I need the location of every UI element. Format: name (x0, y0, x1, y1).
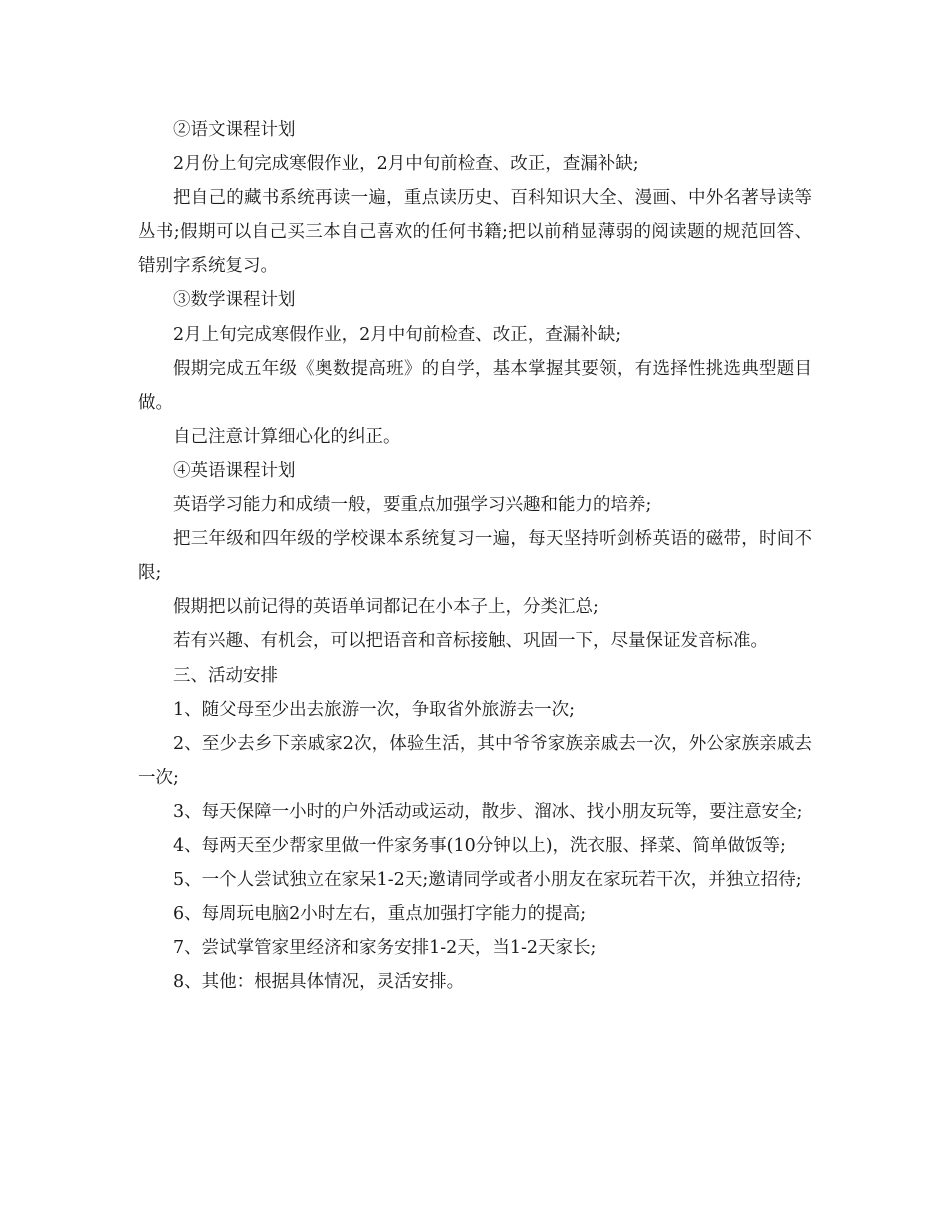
list-item: 7、尝试掌管家里经济和家务安排1-2天，当1-2天家长; (173, 938, 597, 959)
list-item: 2、至少去乡下亲戚家2次，体验生活，其中爷爷家族亲戚去一次，外公家族亲戚去一次; (138, 733, 812, 788)
section-heading-chinese-plan: ②语文课程计划 (173, 120, 296, 140)
paragraph: 若有兴趣、有机会，可以把语音和音标接触、巩固一下，尽量保证发音标准。 (173, 631, 768, 652)
section-heading-math-plan: ③数学课程计划 (173, 290, 296, 311)
list-item: 5、一个人尝试独立在家呆1-2天;邀请同学或者小朋友在家玩若干次，并独立招待; (173, 870, 802, 891)
paragraph: 假期把以前记得的英语单词都记在小本子上，分类汇总; (173, 597, 599, 618)
list-item: 8、其他：根据具体情况，灵活安排。 (173, 972, 465, 993)
paragraph: 自己注意计算细心化的纠正。 (173, 426, 401, 447)
paragraph: 把三年级和四年级的学校课本系统复习一遍，每天坚持听剑桥英语的磁带，时间不限; (138, 529, 812, 584)
list-item: 1、随父母至少出去旅游一次，争取省外旅游去一次; (173, 699, 576, 720)
paragraph: 2月份上旬完成寒假作业，2月中旬前检查、改正，查漏补缺; (173, 154, 639, 175)
list-item: 6、每周玩电脑2小时左右，重点加强打字能力的提高; (173, 904, 587, 925)
document-body (138, 113, 812, 999)
paragraph: 2月上旬完成寒假作业，2月中旬前检查、改正，查漏补缺; (173, 324, 622, 345)
section-heading-english-plan: ④英语课程计划 (173, 460, 296, 481)
paragraph: 假期完成五年级《奥数提高班》的自学，基本掌握其要领，有选择性挑选典型题目做。 (138, 358, 812, 413)
section-heading-activities: 三、活动安排 (173, 665, 278, 686)
paragraph: 英语学习能力和成绩一般，要重点加强学习兴趣和能力的培养; (173, 495, 652, 516)
list-item: 3、每天保障一小时的户外活动或运动，散步、溜冰、找小朋友玩等，要注意安全; (173, 801, 803, 822)
list-item: 4、每两天至少帮家里做一件家务事(10分钟以上)，洗衣服、择菜、简单做饭等; (173, 835, 786, 856)
paragraph: 把自己的藏书系统再读一遍，重点读历史、百科知识大全、漫画、中外名著导读等丛书;假期可以自己买三本自己喜欢的任何书籍;把以前稍显薄弱的阅读题的规范回答、错别字系统复习。 (138, 188, 812, 277)
